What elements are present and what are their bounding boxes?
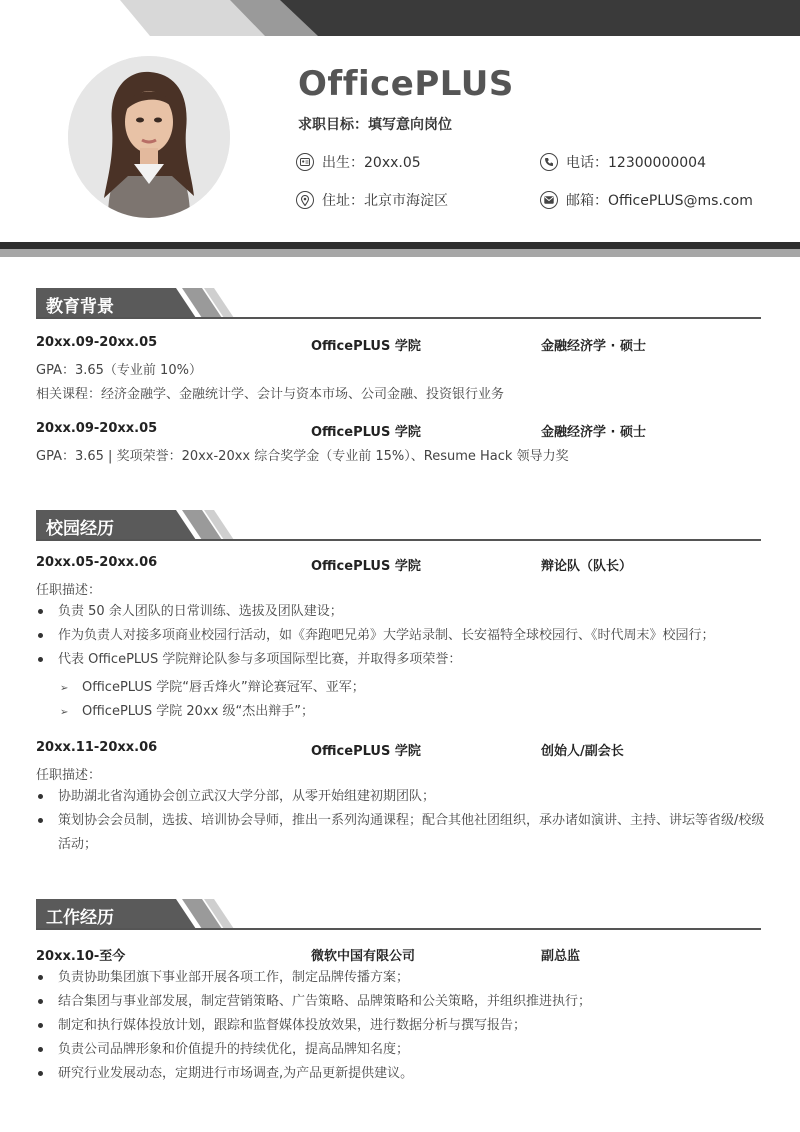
campus-2-date: 20xx.11-20xx.06 — [36, 740, 158, 755]
section-education-header — [36, 288, 761, 320]
section-rule — [36, 317, 761, 319]
section-rule — [36, 928, 761, 930]
portrait-image — [68, 56, 230, 218]
section-campus-header — [36, 510, 761, 542]
section-title: 工作经历 — [46, 908, 114, 928]
work-1-company: 微软中国有限公司 — [311, 949, 416, 964]
list-item: 研究行业发展动态，定期进行市场调查,为产品更新提供建议。 — [36, 1062, 766, 1086]
section-title: 教育背景 — [46, 297, 114, 317]
campus-2-role: 创始人/副会长 — [541, 744, 624, 759]
list-item: 代表 OfficePLUS 学院辩论队参与多项国际型比赛，并取得多项荣誉： — [36, 648, 766, 672]
address-info — [296, 190, 448, 210]
job-objective: 求职目标：填写意向岗位 — [298, 117, 452, 133]
edu-1-major: 金融经济学 · 硕士 — [541, 339, 646, 354]
edu-1-line-2: 相关课程：经济金融学、金融统计学、会计与资本市场、公司金融、投资银行业务 — [36, 387, 505, 402]
edu-1-line-1: GPA：3.65（专业前 10%） — [36, 363, 202, 378]
sub-list-item: ➢ OfficePLUS 学院“唇舌烽火”辩论赛冠军、亚军； — [60, 680, 365, 695]
edu-2-line-1: GPA：3.65 | 奖项荣誉：20xx-20xx 综合奖学金（专业前 15%）、Resume Hack 领导力奖 — [36, 449, 569, 464]
location-pin-icon — [296, 191, 314, 209]
section-rule — [36, 539, 761, 541]
list-item: 策划协会会员制，选拔、培训协会导师，推出一系列沟通课程；配合其他社团组织，承办诸如演讲、主持、讲坛等省级/校级活动； — [36, 809, 766, 857]
campus-1-role: 辩论队（队长） — [541, 559, 633, 574]
list-item: 负责协助集团旗下事业部开展各项工作，制定品牌传播方案； — [36, 966, 766, 990]
campus-1-date: 20xx.05-20xx.06 — [36, 555, 158, 570]
birth-info — [296, 152, 421, 172]
top-decorative-bar — [0, 0, 800, 36]
list-item: 负责 50 余人团队的日常训练、选拔及团队建设； — [36, 600, 766, 624]
list-item: 作为负责人对接多项商业校园行活动，如《奔跑吧兄弟》大学站录制、长安福特全球校园行、《时代周末》校园行； — [36, 624, 766, 648]
avatar — [68, 56, 230, 218]
birth-text: 出生：20xx.05 — [322, 155, 421, 171]
candidate-name: OfficePLUS — [298, 64, 514, 104]
header-divider-light — [0, 249, 800, 257]
list-item: 负责公司品牌形象和价值提升的持续优化，提高品牌知名度； — [36, 1038, 766, 1062]
list-item: 协助湖北省沟通协会创立武汉大学分部，从零开始组建初期团队； — [36, 785, 766, 809]
edu-2-major: 金融经济学 · 硕士 — [541, 425, 646, 440]
phone-info — [540, 152, 706, 172]
mail-icon — [540, 191, 558, 209]
edu-2-school: OfficePLUS 学院 — [311, 425, 421, 440]
list-item: 制定和执行媒体投放计划，跟踪和监督媒体投放效果，进行数据分析与撰写报告； — [36, 1014, 766, 1038]
arrow-icon: ➢ — [60, 707, 69, 718]
section-title: 校园经历 — [46, 519, 114, 539]
work-1-role: 副总监 — [541, 949, 581, 964]
campus-2-org: OfficePLUS 学院 — [311, 744, 421, 759]
list-item: 结合集团与事业部发展，制定营销策略、广告策略、品牌策略和公关策略，并组织推进执行； — [36, 990, 766, 1014]
campus-2-desc-label: 任职描述： — [36, 768, 102, 783]
phone-icon — [540, 153, 558, 171]
campus-1-desc-label: 任职描述： — [36, 583, 102, 598]
edu-1-school: OfficePLUS 学院 — [311, 339, 421, 354]
address-text: 住址：北京市海淀区 — [322, 193, 448, 209]
sub-list-item: ➢ OfficePLUS 学院 20xx 级“杰出辩手”； — [60, 704, 314, 719]
phone-text: 电话：12300000004 — [566, 155, 706, 171]
email-info — [540, 190, 753, 210]
edu-2-date: 20xx.09-20xx.05 — [36, 421, 158, 436]
work-1-date: 20xx.10-至今 — [36, 949, 126, 964]
header-divider-dark — [0, 242, 800, 249]
id-card-icon — [296, 153, 314, 171]
campus-1-org: OfficePLUS 学院 — [311, 559, 421, 574]
arrow-icon: ➢ — [60, 683, 69, 694]
section-work-header — [36, 899, 761, 931]
edu-1-date: 20xx.09-20xx.05 — [36, 335, 158, 350]
email-text: 邮箱：OfficePLUS@ms.com — [566, 193, 753, 209]
